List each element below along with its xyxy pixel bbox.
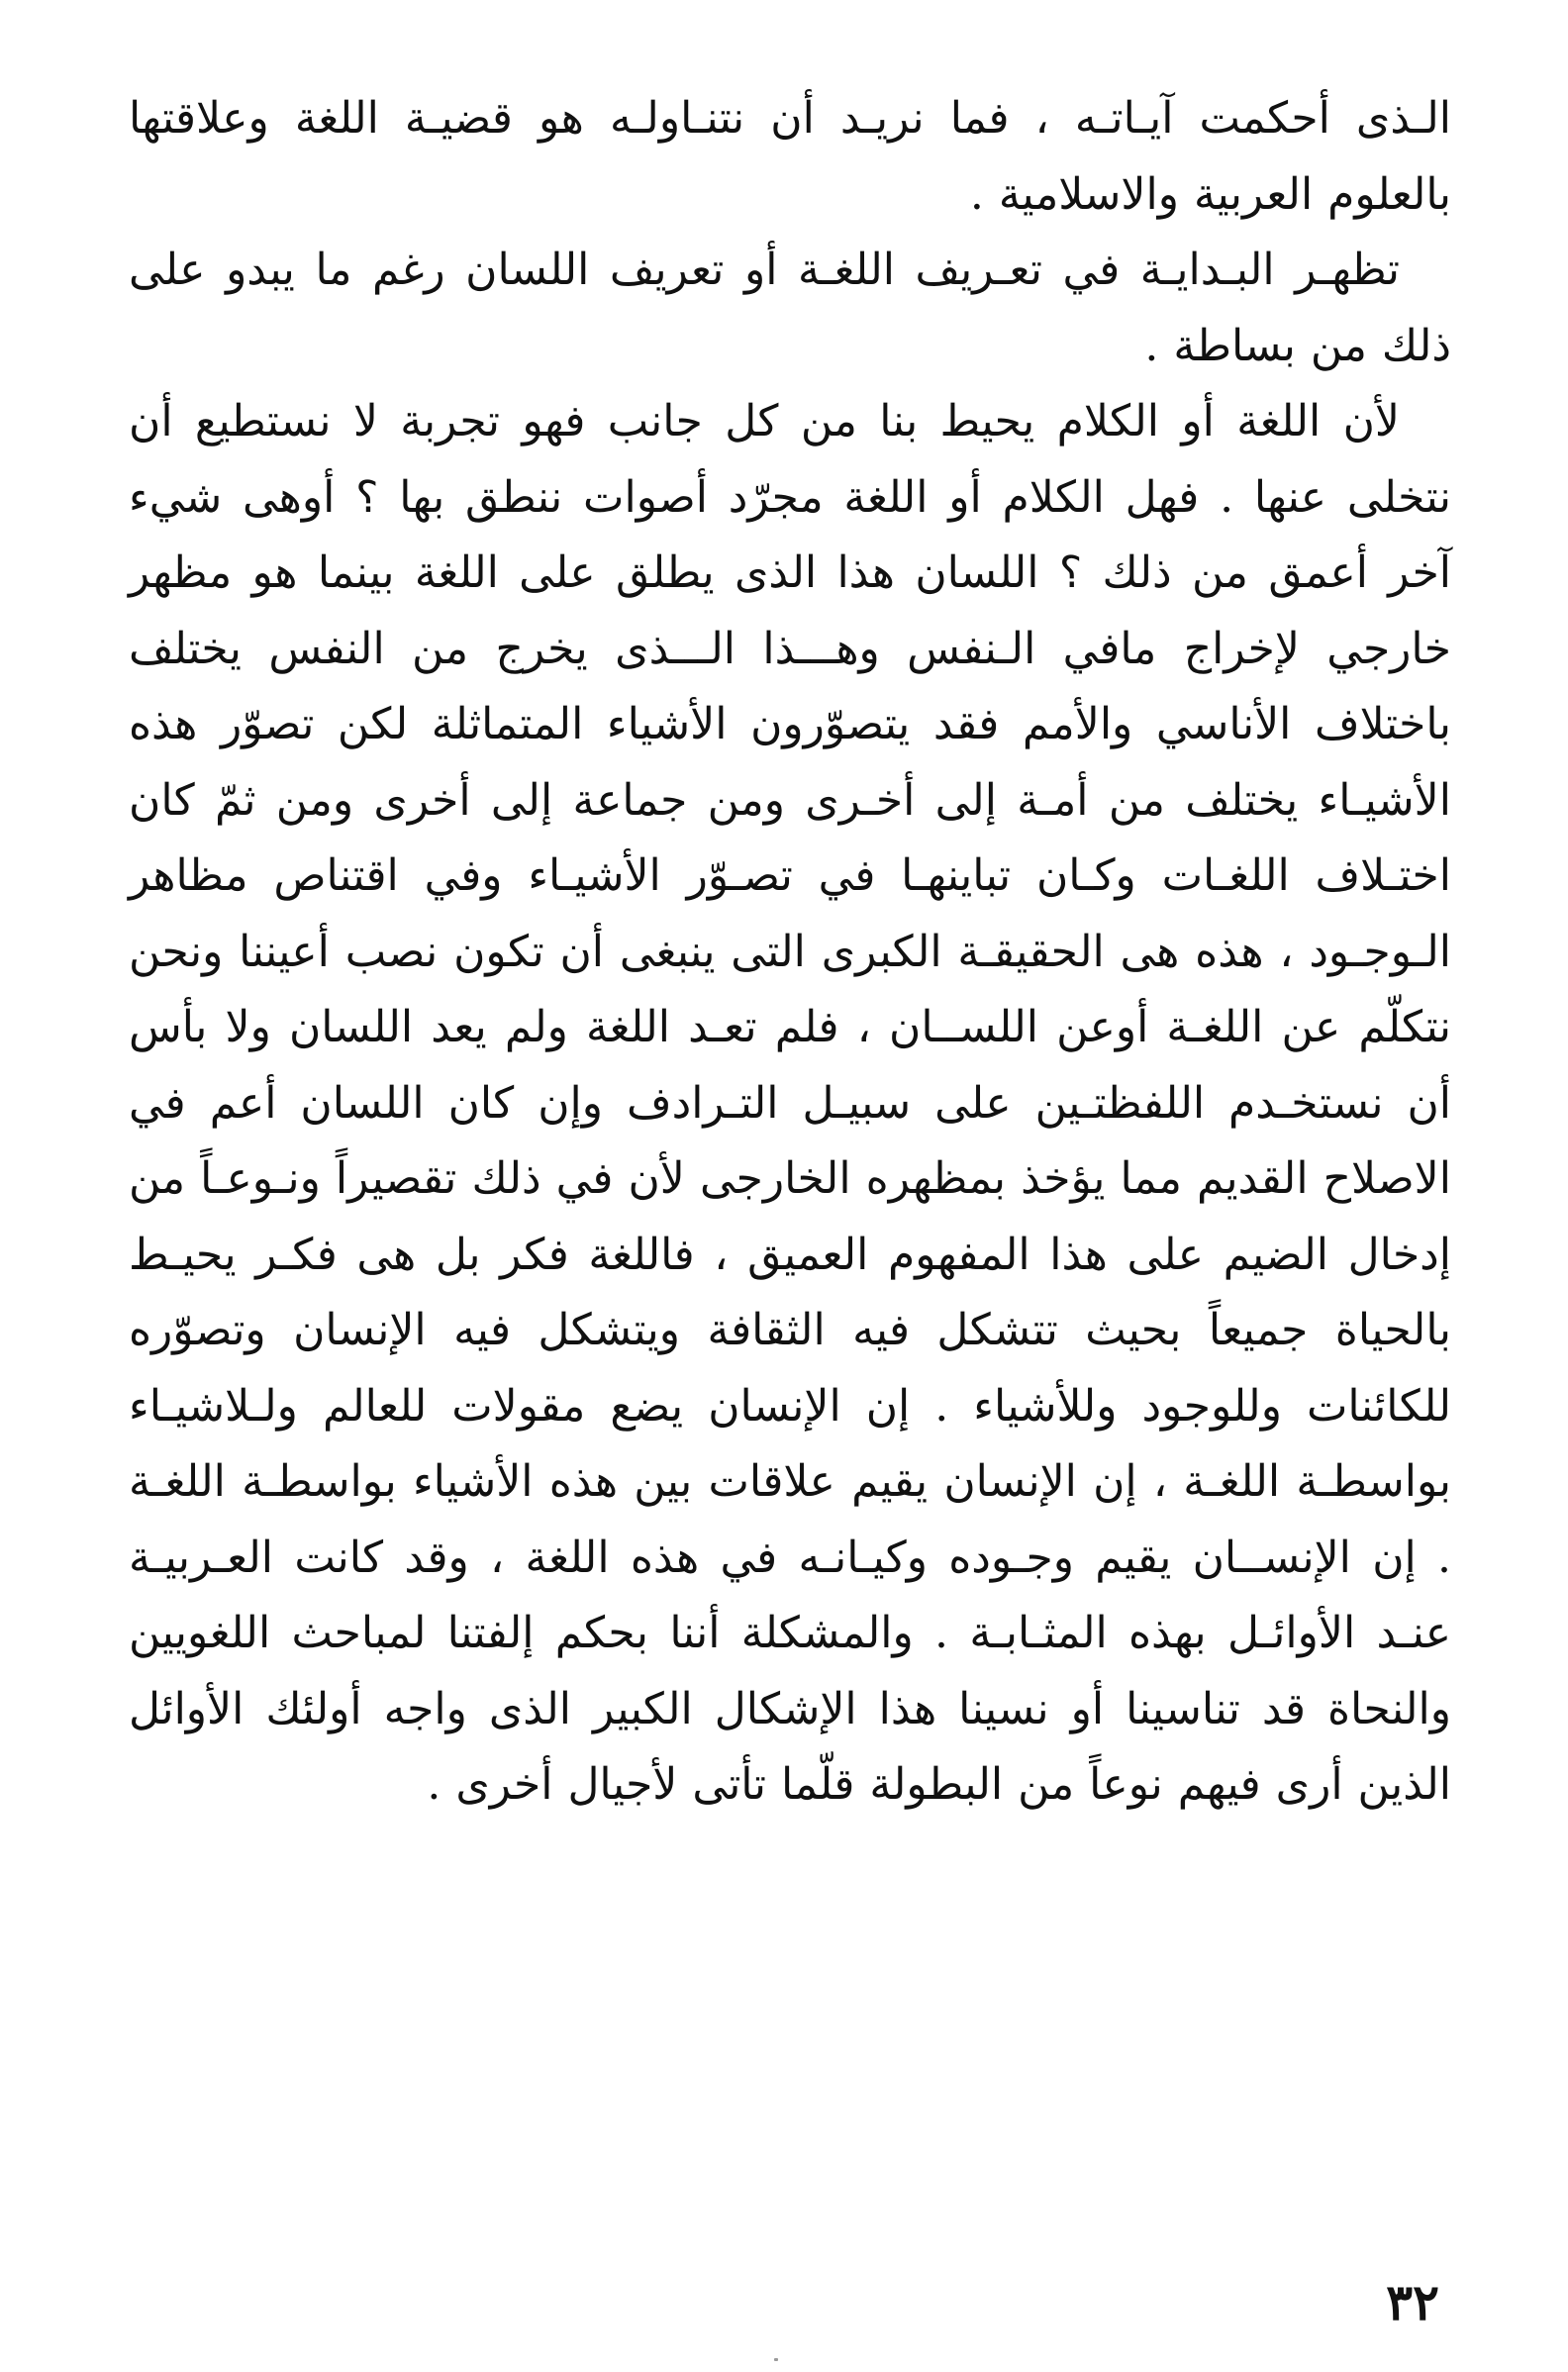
paragraph-1: الـذى أحكمت آيـاتـه ، فما نريـد أن نتنـاولـه هو قضيـة اللغة وعلاقتها بالعلوم العربية والاسلامية .: [129, 93, 1451, 220]
paragraph-2: تظهـر البـدايـة في تعـريف اللغـة أو تعريف اللسان رغم ما يبدو على ذلك من بساطة .: [129, 245, 1451, 371]
scan-speck: [774, 2358, 778, 2361]
body-text: [129, 81, 1451, 1824]
page-number: ٣٢: [1386, 2273, 1439, 2331]
paragraph-3: لأن اللغة أو الكلام يحيط بنا من كل جانب فهو تجربة لا نستطيع أن نتخلى عنها . فهل الكلام أو اللغة مجرّد أصوات ننطق بها ؟ أوهى شيء آخر أعمق من ذلك ؟ اللسان هذا الذى يطلق على اللغة بينما هو مظهر خارجي لإخراج مافي الـنفس وهـــذا الـــذى يخرج من النفس يختلف باختلاف الأناسي والأمم فقد يتصوّرون الأشياء المتماثلة لكن تصوّر هذه الأشيـاء يختلف من أمـة إلى أخـرى ومن جماعة إلى أخرى ومن ثمّ كان اختـلاف اللغـات وكـان تباينهـا في تصـوّر الأشيـاء وفي اقتناص مظاهر الـوجـود ، هذه هى الحقيقـة الكبرى التى ينبغى أن تكون نصب أعيننا ونحن نتكلّم عن اللغـة أوعن اللســان ، فلم تعـد اللغة ولم يعد اللسان ولا بأس أن نستخـدم اللفظتـين على سبيـل التـرادف وإن كان اللسان أعم في الاصلاح القديم مما يؤخذ بمظهره الخارجى لأن في ذلك تقصيراً ونـوعـاً من إدخال الضيم على هذا المفهوم العميق ، فاللغة فكر بل هى فكـر يحيـط بالحياة جميعاً بحيث تتشكل فيه الثقافة ويتشكل فيه الإنسان وتصوّره للكائنات وللوجود وللأشياء . إن الإنسان يضع مقولات للعالم ولـلاشيـاء بواسطـة اللغـة ، إن الإنسان يقيم علاقات بين هذه الأشياء بواسطـة اللغـة . إن الإنســان يقيم وجـوده وكيـانـه في هذه اللغة ، وقد كانت العـربيـة عنـد الأوائـل بهذه المثـابـة . والمشكلة أننا بحكم إلفتنا لمباحث اللغويين والنحاة قد تناسينا أو نسينا هذا الإشكال الكبير الذى واجه أولئك الأوائل الذين أرى فيهم نوعاً من البطولة قلّما تأتى لأجيال أخرى .: [129, 396, 1451, 1810]
